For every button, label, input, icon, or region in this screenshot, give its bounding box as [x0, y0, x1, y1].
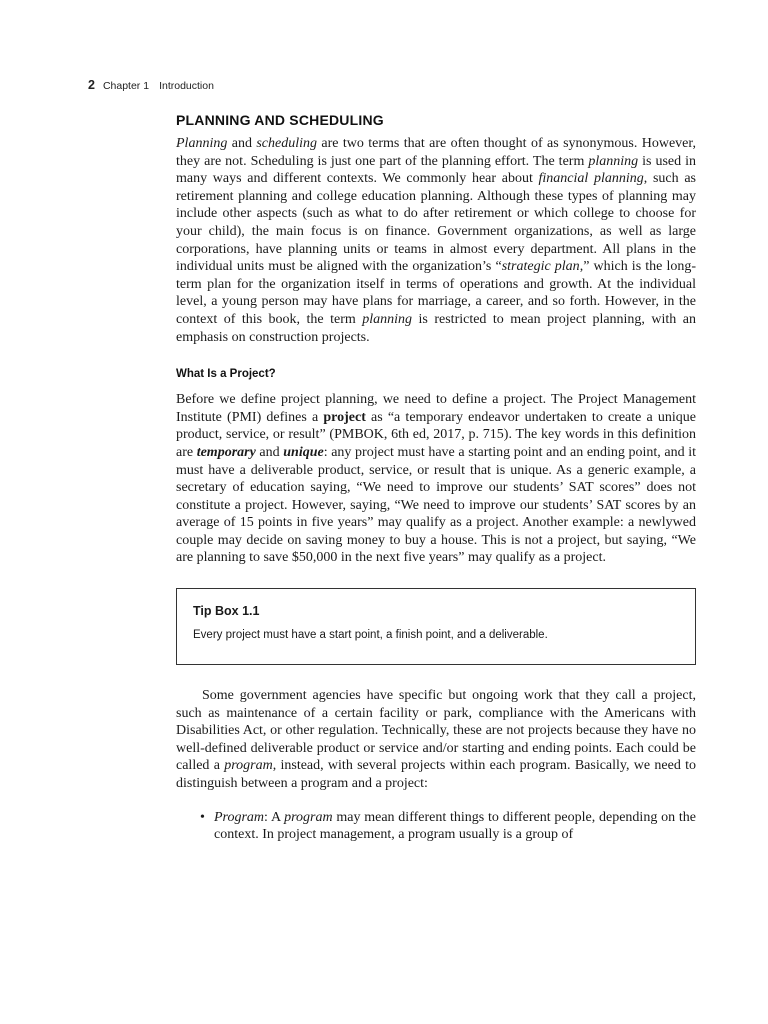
paragraph-project-definition: Before we define project planning, we need to define a project. The Project Management Institute (PMI) defines a project as “a temporary endeavor undertaken to create a unique product, service, or result” (PMBOK, 6th ed, 2017, p. 715). The key words in this definition are temporary and unique: any project must have a starting point and an ending point, and it must have a deliverable product, service, or result that is unique. As a generic example, a secretary of education saying, “We need to improve our students’ SAT scores” does not constitute a project. However, saying, “We need to improve our students’ SAT scores by an average of 15 points in five years” may qualify as a project. Another example: a newlywed couple may decide on saving money to buy a house. This is not a project, but saying, “We are planning to save $50,000 in the next five years” may qualify as a project. [176, 392, 697, 566]
page-number: 2 [88, 78, 95, 92]
paragraph-programs: Some government agencies have specific but ongoing work that they call a project, such as maintenance of a certain facility or park, compliance with the Americans with Disabilities Act, or other regulation. Technically, these are not projects because they have no well-defined deliverable product or service and/or starting and ending points. Each could be called a program, instead, with several projects within each program. Basically, we need to distinguish between a program and a project: [176, 688, 696, 792]
term-planning: planning [362, 311, 413, 327]
paragraph-planning: Planning and scheduling are two terms that are often thought of as synonymous. However, they are not. Scheduling is just one part of the planning effort. The term planning is used in many ways and different contexts. We commonly hear about financial planning, such as retirement planning and college education planning. Although these types of planning may include other aspects (such as what to do after retirement or which college to choose for your child), the main focus is on finance. Government organizations, as well as large corporations, have planning units or teams in almost every department. All plans in the individual units must be aligned with the organization’s “strategic plan,” which is the long-term plan for the organization itself in terms of operations and growth. At the individual level, a young person may have plans for marriage, a career, and so forth. However, in the context of this book, the term planning is restricted to mean project planning, with an emphasis on construction projects. [176, 136, 697, 345]
term-planning: planning [588, 153, 639, 169]
running-head [88, 78, 214, 92]
term-scheduling: scheduling [256, 136, 317, 151]
chapter-label: Chapter 1 [102, 80, 150, 92]
tip-box-text: Every project must have a start point, a finish point, and a deliverable. [193, 629, 548, 642]
bullet-list [176, 809, 696, 844]
section-heading: PLANNING AND SCHEDULING [176, 112, 384, 128]
term-strategic-plan: strategic plan [501, 259, 580, 275]
term-temporary: temporary [196, 444, 256, 460]
list-item: • Program: A program may mean different things to different people, depending on the context. In project management, a program usually is a group of [200, 809, 696, 843]
bullet-lead-term: Program [214, 809, 265, 825]
term-planning: Planning [176, 136, 228, 151]
term-program: program [284, 809, 333, 825]
subsection-heading: What Is a Project? [176, 368, 276, 381]
bullet-marker: • [200, 809, 205, 825]
page-content [176, 112, 696, 844]
term-project: project [323, 409, 366, 425]
tip-box-title: Tip Box 1.1 [193, 604, 260, 619]
term-unique: unique [283, 444, 324, 460]
term-program: program [224, 758, 273, 774]
term-financial-planning: financial planning [538, 171, 644, 187]
tip-box [176, 588, 696, 665]
chapter-title: Introduction [159, 80, 214, 92]
